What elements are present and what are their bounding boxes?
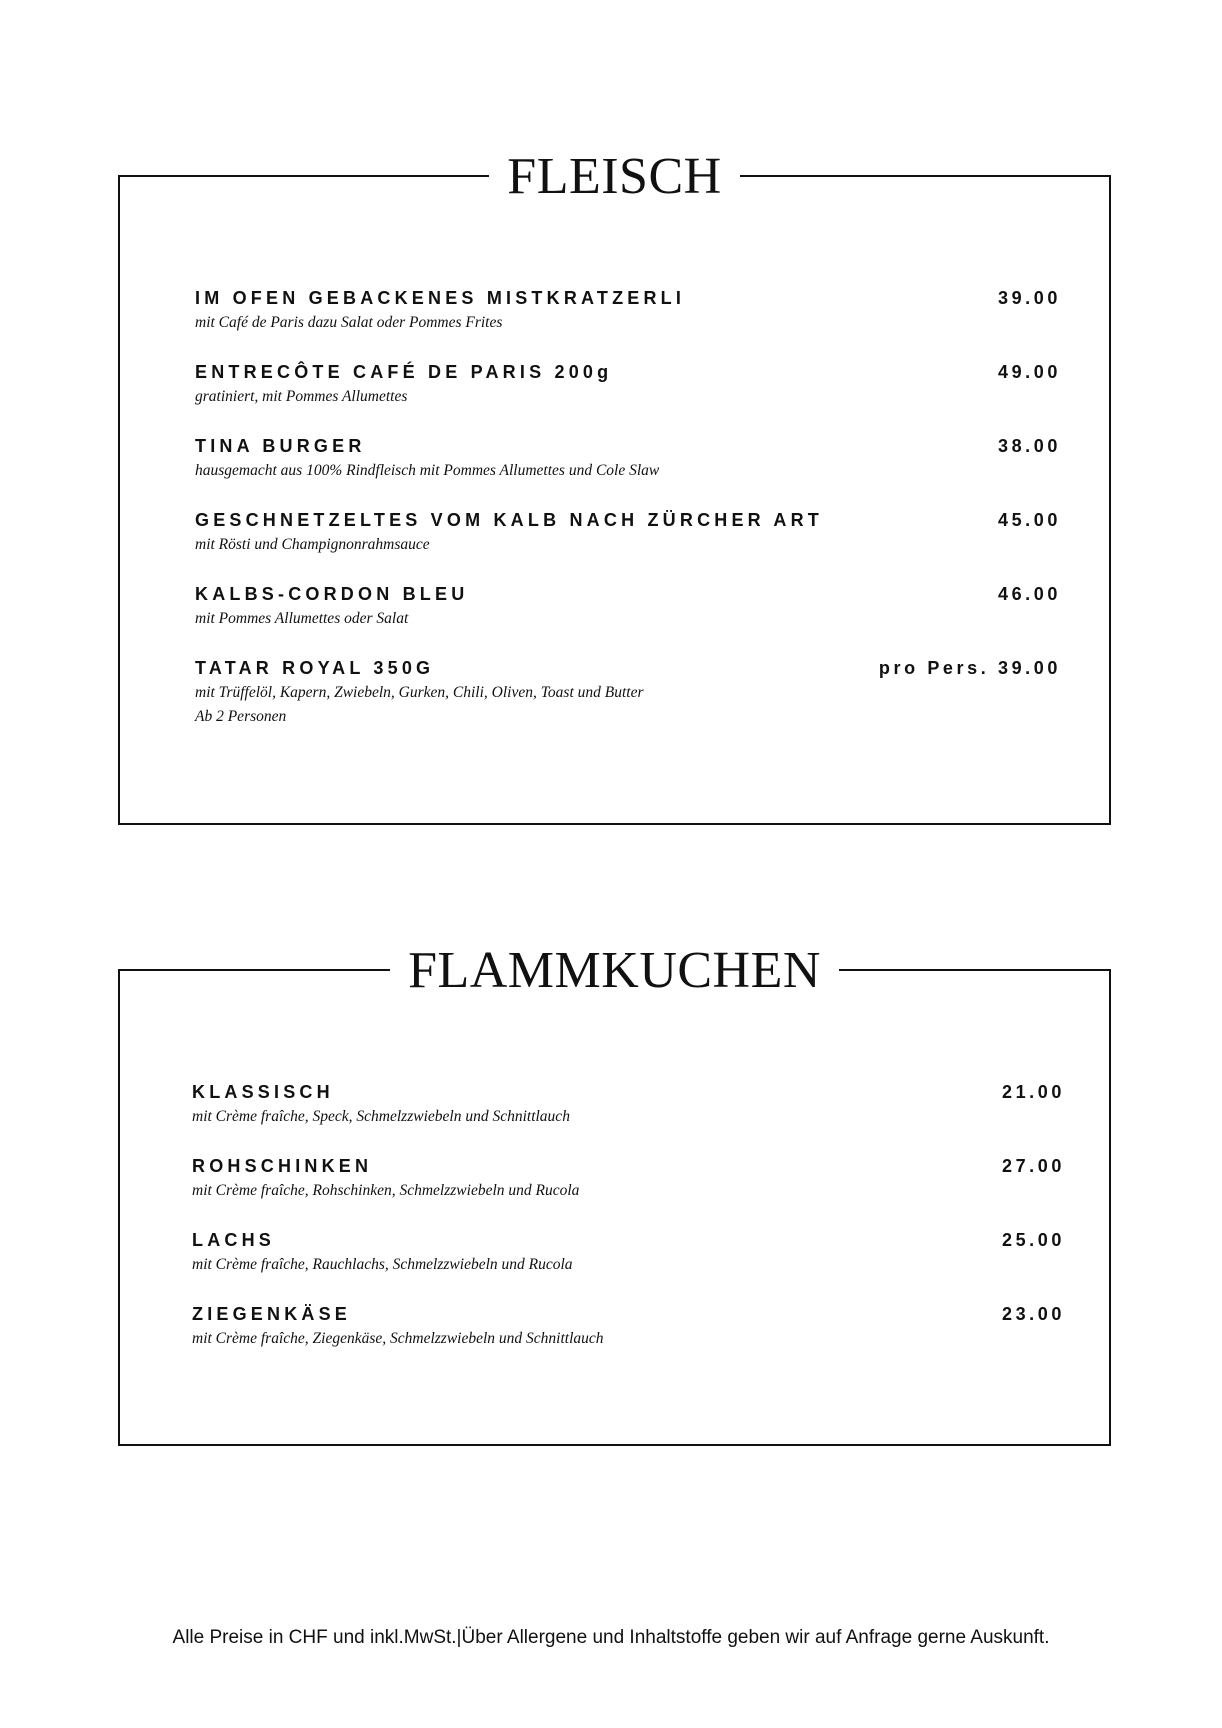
item-description: mit Café de Paris dazu Salat oder Pommes Frites xyxy=(195,314,503,331)
menu-item xyxy=(192,1081,1065,1155)
item-price: 39.00 xyxy=(997,288,1061,308)
menu-item xyxy=(195,657,1061,757)
menu-item xyxy=(195,435,1061,509)
section-title-wrap xyxy=(120,141,1109,213)
item-description: mit Crème fraîche, Rohschinken, Schmelzzwiebeln und Rucola xyxy=(192,1182,580,1199)
item-name: ENTRECÔTE CAFÉ DE PARIS 200g xyxy=(195,362,613,382)
item-price: 21.00 xyxy=(1001,1082,1065,1102)
item-description: mit Pommes Allumettes oder Salat xyxy=(195,610,409,627)
item-price: 27.00 xyxy=(1001,1156,1065,1176)
item-name: TINA BURGER xyxy=(195,436,366,456)
item-name: GESCHNETZELTES VOM KALB NACH ZÜRCHER ART xyxy=(195,510,823,530)
item-price: 49.00 xyxy=(997,362,1061,382)
section-title: FLEISCH xyxy=(489,148,739,205)
menu-item xyxy=(195,361,1061,435)
footer-note: Alle Preise in CHF und inkl.MwSt.|Über Allergene und Inhaltstoffe geben wir auf Anfrage gerne Auskunft. xyxy=(172,1627,1050,1648)
item-note: Ab 2 Personen xyxy=(195,708,287,725)
section-flammkuchen xyxy=(118,942,1111,1446)
item-description: gratiniert, mit Pommes Allumettes xyxy=(195,388,408,405)
item-name: LACHS xyxy=(192,1230,275,1250)
item-description: mit Crème fraîche, Ziegenkäse, Schmelzzwiebeln und Schnittlauch xyxy=(192,1330,604,1347)
item-name: IM OFEN GEBACKENES MISTKRATZERLI xyxy=(195,288,686,308)
menu-item xyxy=(192,1229,1065,1303)
item-price: 25.00 xyxy=(1001,1230,1065,1250)
section-title: FLAMMKUCHEN xyxy=(390,942,839,999)
item-price: 46.00 xyxy=(997,584,1061,604)
menu-list xyxy=(195,287,1061,757)
item-description: mit Crème fraîche, Speck, Schmelzzwiebeln und Schnittlauch xyxy=(192,1108,570,1125)
section-title-wrap xyxy=(120,935,1109,1007)
item-price: pro Pers. 39.00 xyxy=(878,658,1061,678)
menu-item xyxy=(195,583,1061,657)
item-name: KLASSISCH xyxy=(192,1082,334,1102)
item-price: 38.00 xyxy=(997,436,1061,456)
item-description: hausgemacht aus 100% Rindfleisch mit Pommes Allumettes und Cole Slaw xyxy=(195,462,660,479)
item-name: ROHSCHINKEN xyxy=(192,1156,373,1176)
item-name: TATAR ROYAL 350G xyxy=(195,658,435,678)
item-description: mit Rösti und Champignonrahmsauce xyxy=(195,536,430,553)
menu-list xyxy=(192,1081,1065,1377)
section-fleisch xyxy=(118,148,1111,825)
item-description: mit Crème fraîche, Rauchlachs, Schmelzzwiebeln und Rucola xyxy=(192,1256,573,1273)
item-price: 45.00 xyxy=(997,510,1061,530)
item-price: 23.00 xyxy=(1001,1304,1065,1324)
item-name: KALBS-CORDON BLEU xyxy=(195,584,469,604)
item-name: ZIEGENKÄSE xyxy=(192,1304,352,1324)
menu-item xyxy=(195,287,1061,361)
menu-item xyxy=(192,1303,1065,1377)
menu-item xyxy=(192,1155,1065,1229)
menu-item xyxy=(195,509,1061,583)
item-description: mit Trüffelöl, Kapern, Zwiebeln, Gurken, Chili, Oliven, Toast und Butter xyxy=(195,684,644,701)
